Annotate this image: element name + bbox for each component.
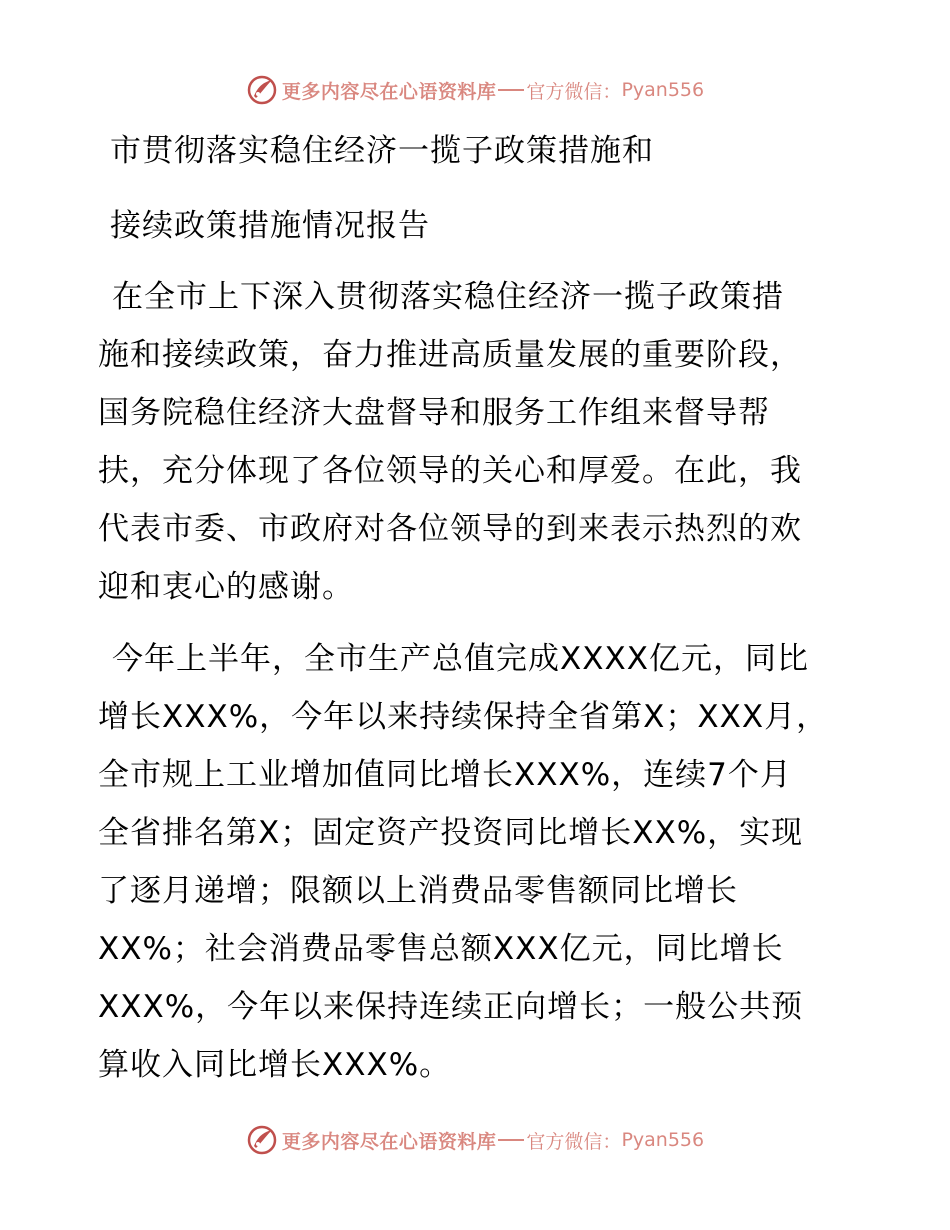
watermark-wechat-label: 官方微信：	[526, 80, 622, 103]
watermark-site-text: 更多内容尽在心语资料库	[281, 1130, 497, 1153]
paragraph-line: XX%；社会消费品零售总额XXX亿元，同比增长	[98, 931, 784, 967]
document-title-line-2: 接续政策措施情况报告	[110, 208, 430, 244]
paragraph-line: 代表市委、市政府对各位领导的到来表示热烈的欢	[98, 511, 802, 547]
paragraph-line: 了逐月递增；限额以上消费品零售额同比增长	[98, 873, 738, 909]
watermark-wechat-id: Pyan556	[621, 79, 705, 101]
brand-logo-icon	[246, 74, 278, 106]
paragraph-line: 全市规上工业增加值同比增长XXX%，连续7个月	[98, 757, 792, 793]
paragraph-intro	[98, 268, 858, 616]
paragraph-line: 今年上半年，全市生产总值完成XXXX亿元，同比	[112, 641, 809, 677]
paragraph-line: 施和接续政策，奋力推进高质量发展的重要阶段，	[98, 337, 802, 373]
watermark-dash	[498, 1139, 524, 1141]
paragraph-economic-data	[98, 630, 858, 1094]
paragraph-line: 扶，充分体现了各位领导的关心和厚爱。在此，我	[98, 453, 802, 489]
paragraph-line: 国务院稳住经济大盘督导和服务工作组来督导帮	[98, 395, 770, 431]
footer-watermark	[0, 1120, 950, 1160]
paragraph-line: 全省排名第X；固定资产投资同比增长XX%，实现	[98, 815, 804, 851]
paragraph-line: 在全市上下深入贯彻落实稳住经济一揽子政策措	[112, 279, 784, 315]
watermark-site-text: 更多内容尽在心语资料库	[281, 80, 497, 103]
header-watermark	[0, 70, 950, 110]
paragraph-line: 迎和衷心的感谢。	[98, 569, 354, 605]
watermark-dash	[498, 89, 524, 91]
brand-logo-icon	[246, 1124, 278, 1156]
paragraph-line: 增长XXX%，今年以来持续保持全省第X；XXX月，	[98, 699, 829, 735]
watermark-wechat-label: 官方微信：	[526, 1130, 622, 1153]
watermark-wechat-id: Pyan556	[621, 1129, 705, 1151]
paragraph-line: XXX%，今年以来保持连续正向增长；一般公共预	[98, 989, 804, 1025]
paragraph-line: 算收入同比增长XXX%。	[98, 1047, 452, 1083]
document-title-line-1: 市贯彻落实稳住经济一揽子政策措施和	[110, 133, 654, 169]
